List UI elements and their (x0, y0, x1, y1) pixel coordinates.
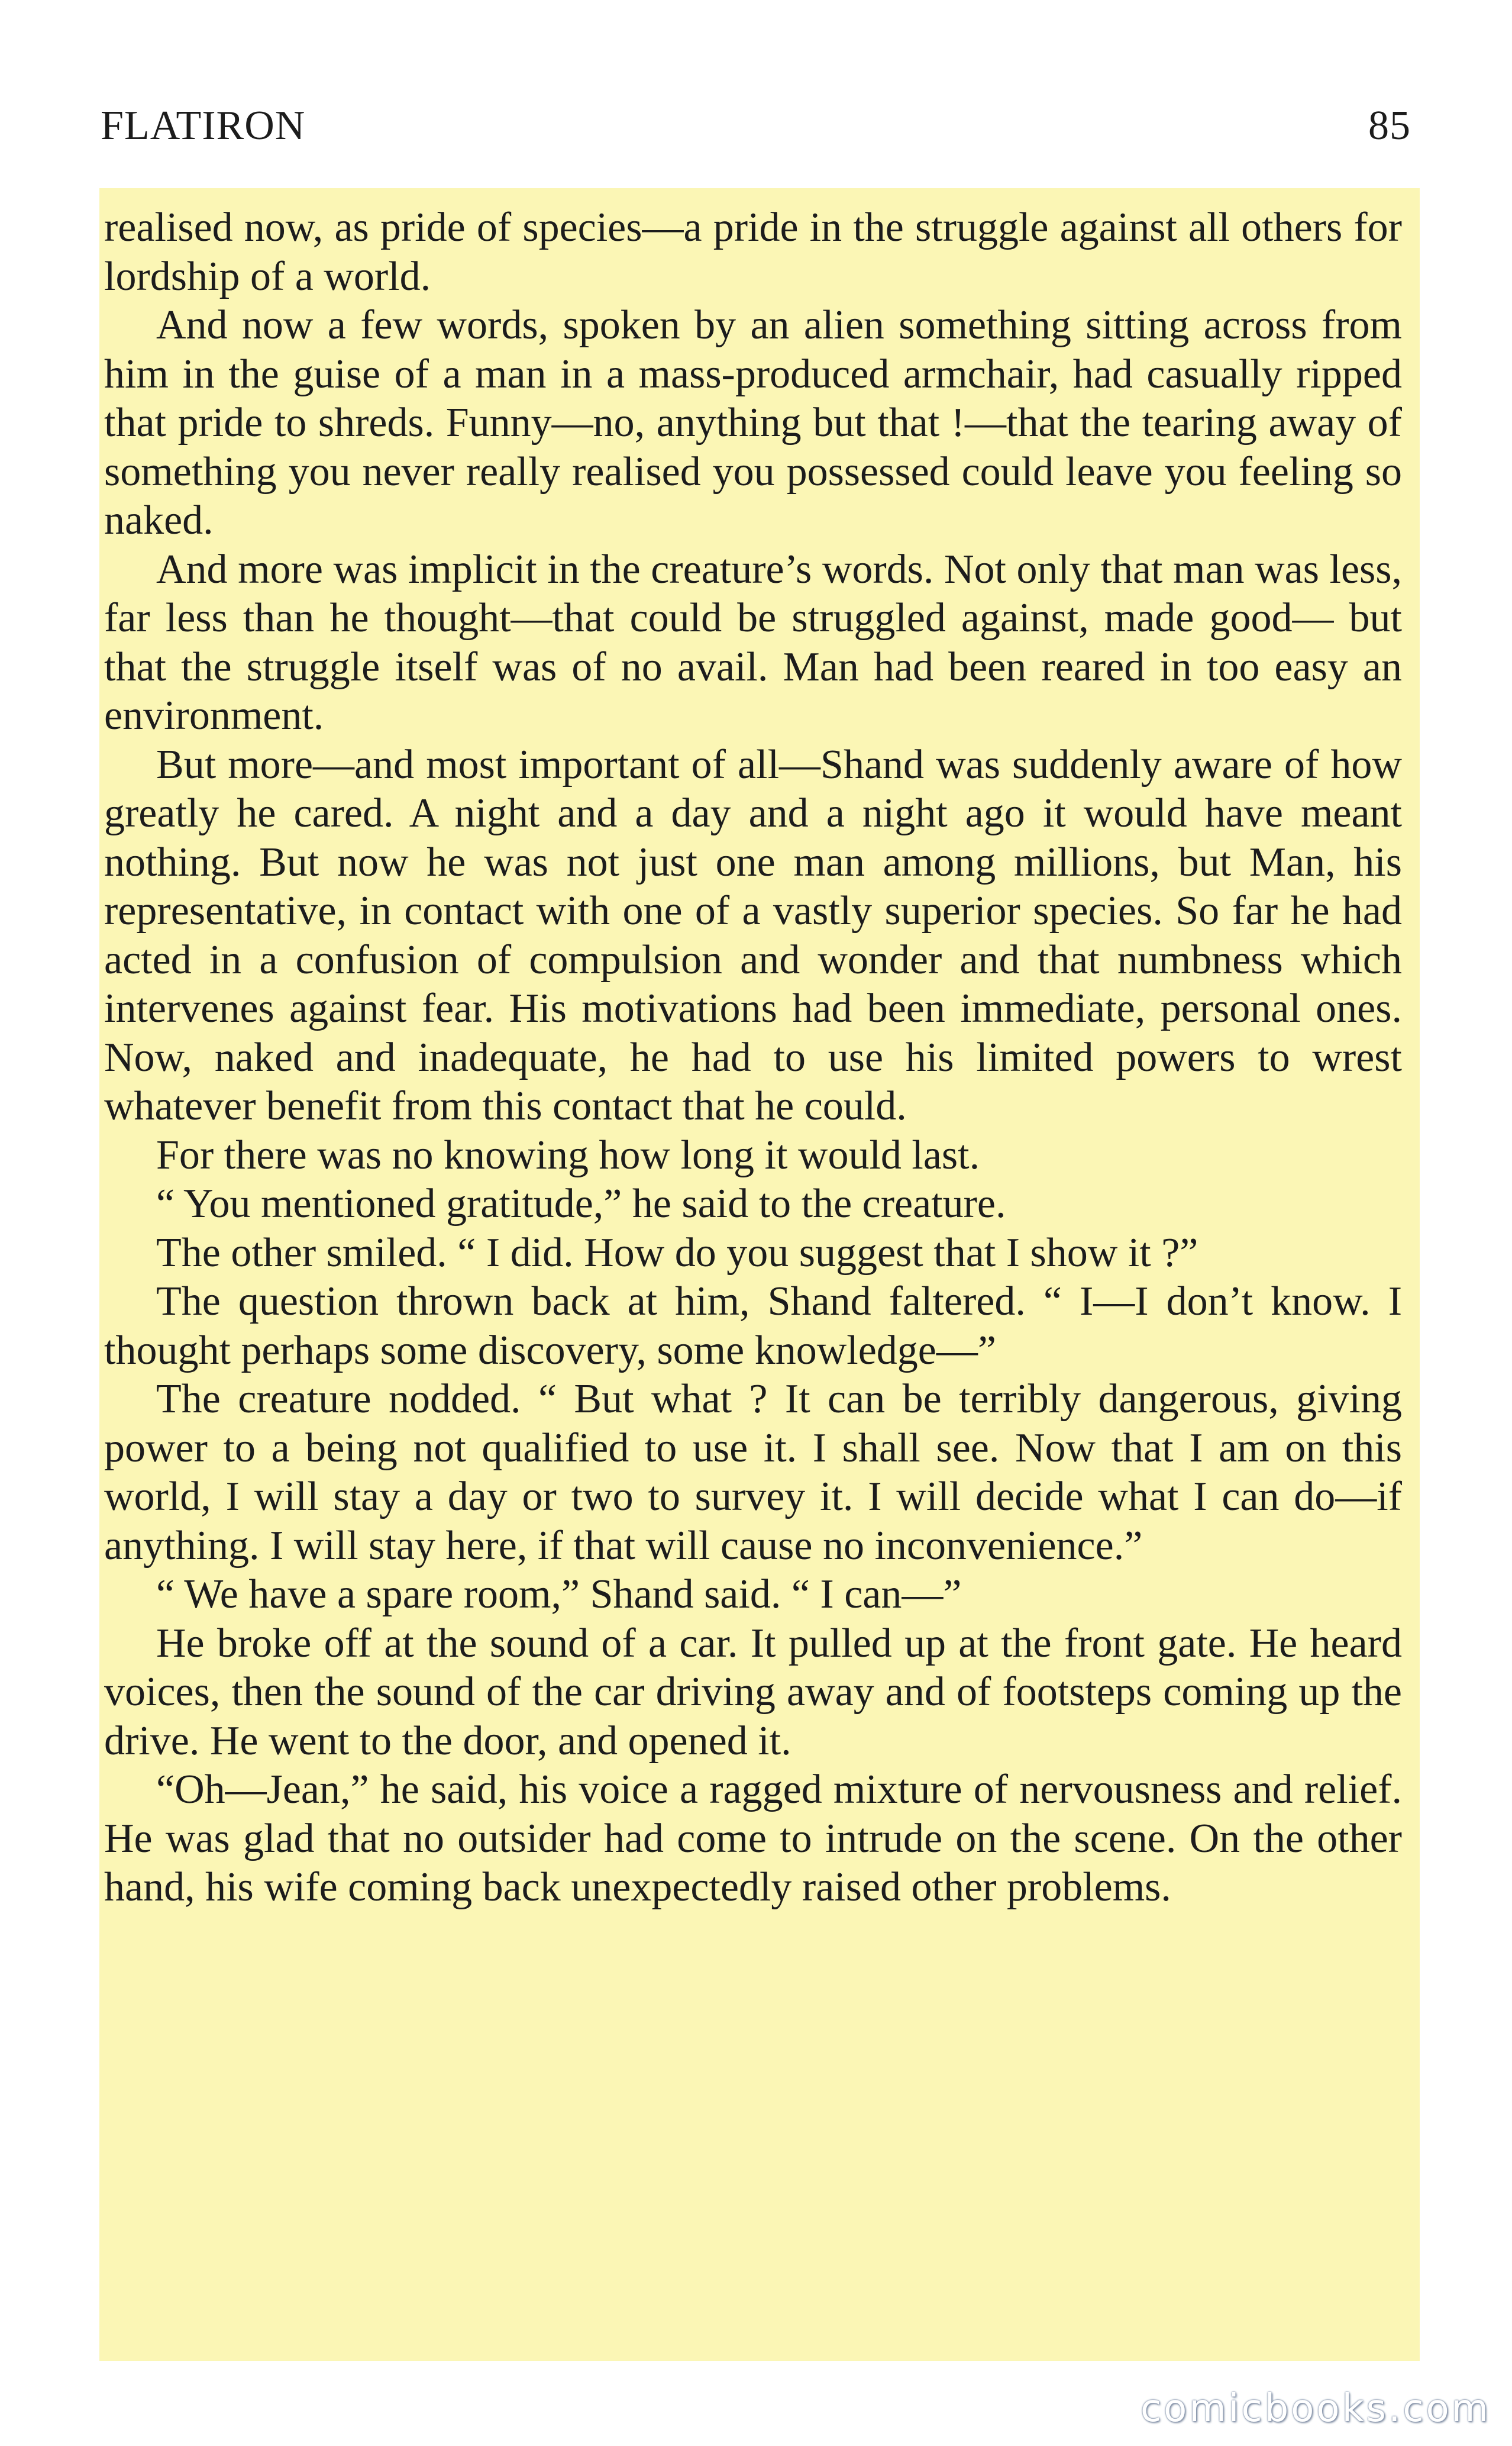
paragraph: “ You mentioned gratitude,” he said to the creature. (156, 1181, 1006, 1227)
paragraph: And more was implicit in the creature’s words. Not only that man was less, far less than he thought—that could be struggled against, made good— but that the struggle itself was of no avail. Man had been reared in too easy an environment. (104, 546, 1402, 738)
running-head: FLATIRON (101, 103, 306, 149)
paragraph: realised now, as pride of species—a pride in the struggle against all others for lordship of a world. (104, 205, 1402, 299)
paragraph: He broke off at the sound of a car. It pulled up at the front gate. He heard voices, then the sound of the car driving away and of footsteps coming up the drive. He went to the door, and opened it. (104, 1620, 1402, 1764)
paragraph: The question thrown back at him, Shand faltered. “ I—I don’t know. I thought perhaps some discovery, some knowledge—” (104, 1279, 1402, 1373)
paragraph: The other smiled. “ I did. How do you suggest that I show it ?” (156, 1230, 1198, 1276)
paragraph: And now a few words, spoken by an alien something sitting across from him in the guise of a man in a mass-produced armchair, had casually ripped that pride to shreds. Funny—no, anything but that !—that the tearing away of something you never really realised you possessed could leave you feeling so naked. (104, 302, 1402, 543)
site-watermark: comicbooks.com (1140, 2387, 1491, 2431)
page-number: 85 (1368, 103, 1411, 149)
paragraph: The creature nodded. “ But what ? It can be terribly dangerous, giving power to a being not qualified to use it. I shall see. Now that I am on this world, I will stay a day or two to survey it. I will decide what I can do—if anything. I will stay here, if that will cause no inconvenience.” (104, 1376, 1402, 1569)
paragraph: “Oh—Jean,” he said, his voice a ragged mixture of nervousness and relief. He was glad that no outsider had come to intrude on the scene. On the other hand, his wife coming back unexpectedly raised other problems. (104, 1767, 1402, 1910)
page-header (101, 99, 1411, 153)
paragraph: But more—and most important of all—Shand was suddenly aware of how greatly he cared. A night and a day and a night ago it would have meant nothing. But now he was not just one man among millions, but Man, his representative, in contact with one of a vastly superior species. So far he had acted in a confusion of compulsion and wonder and that numbness which intervenes against fear. His motivations had been immediate, personal ones. Now, naked and inadequate, he had to use his limited powers to wrest whatever benefit from this contact that he could. (104, 741, 1402, 1129)
paragraph: “ We have a spare room,” Shand said. “ I can—” (156, 1571, 962, 1617)
body-text (99, 188, 1420, 2361)
paragraph: For there was no knowing how long it would last. (156, 1132, 980, 1178)
